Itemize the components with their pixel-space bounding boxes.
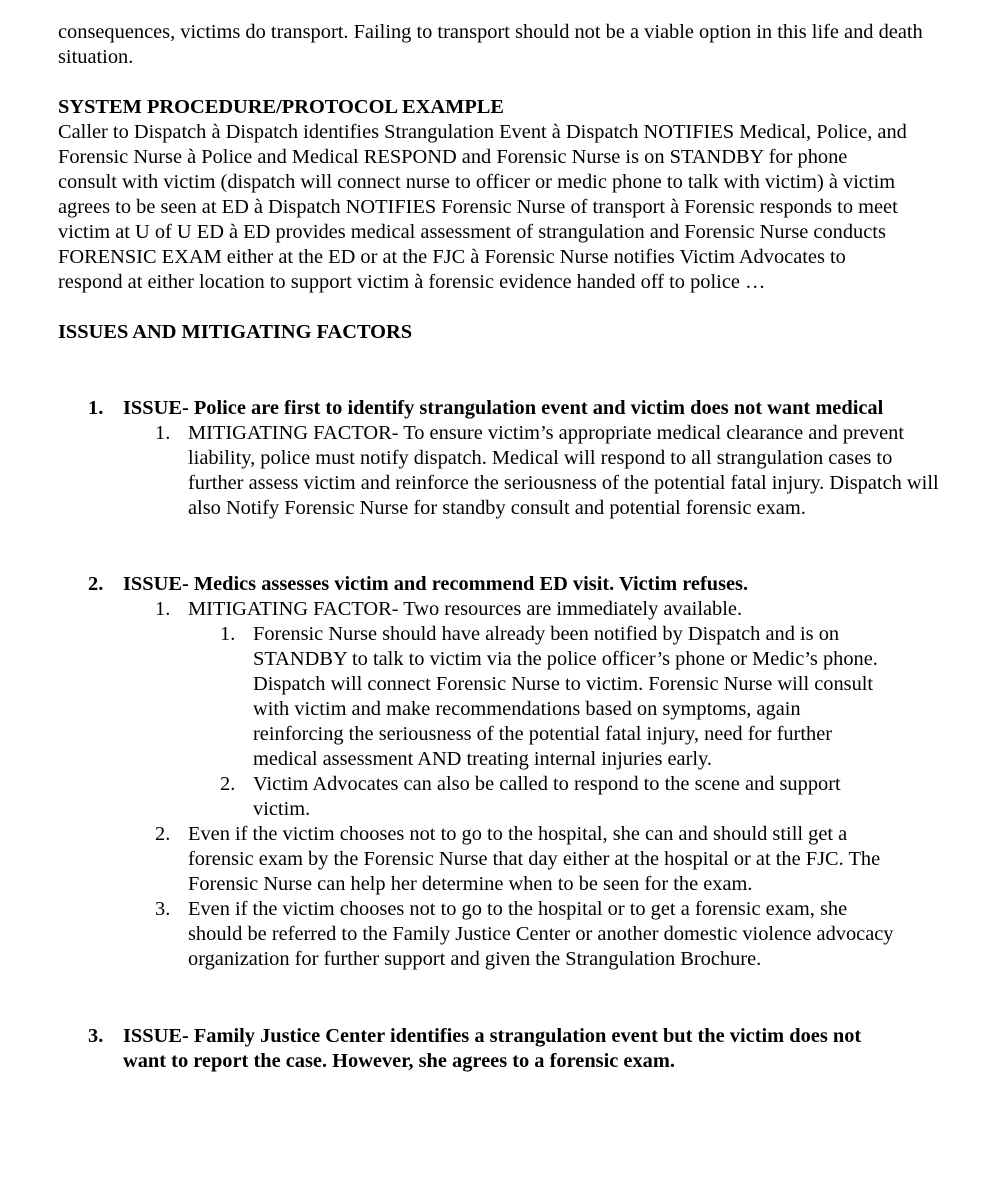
spacer: [58, 521, 948, 572]
protocol-body: Caller to Dispatch à Dispatch identifies Strangulation Event à Dispatch NOTIFIES Medical, Police, and Forensic Nurse à Police and Medical RESPOND and Forensic Nurse is on STANDBY for phone consult with victim (dispatch will connect nurse to officer or medic phone to talk with victim) à victim agrees to be seen at ED à Dispatch NOTIFIES Forensic Nurse of transport à Forensic responds to meet victim at U of U ED à ED provides medical assessment of strangulation and Forensic Nurse conducts FORENSIC EXAM either at the ED or at the FJC à Forensic Nurse notifies Victim Advocates to respond at either location to support victim à forensic evidence handed off to police …: [58, 121, 907, 293]
spacer: [58, 345, 948, 396]
issue-2-item-1-text: MITIGATING FACTOR- Two resources are immediately available.: [188, 598, 743, 620]
issue-2-item-1-sub-1-number: 1.: [220, 623, 236, 645]
spacer: [58, 972, 948, 1024]
issue-1-number: 1.: [88, 397, 104, 419]
issue-1-item-1-number: 1.: [155, 422, 171, 444]
issue-1-item-1-text: MITIGATING FACTOR- To ensure victim’s appropriate medical clearance and prevent liability, police must notify dispatch. Medical will respond to all strangulation cases to further assess victim and reinforce the seriousness of the potential fatal injury. Dispatch will also Notify Forensic Nurse for standby consult and potential forensic exam.: [188, 422, 939, 519]
issue-1-text: ISSUE- Police are first to identify strangulation event and victim does not want medical: [123, 397, 884, 419]
document-page: [58, 20, 948, 1074]
issue-2-item-1-sub-2-text: Victim Advocates can also be called to respond to the scene and support victim.: [253, 773, 841, 820]
issue-3-title: [58, 1024, 888, 1074]
issue-2-item-1-sub-2: [58, 772, 893, 822]
issue-2-item-2-number: 2.: [155, 823, 171, 845]
issue-2-item-2-text: Even if the victim chooses not to go to the hospital, she can and should still get a forensic exam by the Forensic Nurse that day either at the hospital or at the FJC. The Forensic Nurse can help her determine when to be seen for the exam.: [188, 823, 881, 895]
issue-2-item-1: [58, 597, 948, 622]
issue-2-item-3-number: 3.: [155, 898, 171, 920]
protocol-heading: SYSTEM PROCEDURE/PROTOCOL EXAMPLE: [58, 96, 505, 118]
issue-2-item-1-sub-1: [58, 622, 893, 772]
issue-1-item-1: [58, 421, 948, 521]
issue-2-item-1-number: 1.: [155, 598, 171, 620]
issue-1-title: [58, 396, 948, 421]
issue-2-item-3-text: Even if the victim chooses not to go to the hospital or to get a forensic exam, she should be referred to the Family Justice Center or another domestic violence advocacy organization for further support and given the Strangulation Brochure.: [188, 898, 894, 970]
issues-heading: ISSUES AND MITIGATING FACTORS: [58, 321, 413, 343]
spacer: [58, 70, 948, 95]
spacer: [58, 295, 948, 320]
issue-3-number: 3.: [88, 1025, 104, 1047]
issue-2-item-1-sub-2-number: 2.: [220, 773, 236, 795]
issue-2-text: ISSUE- Medics assesses victim and recommend ED visit. Victim refuses.: [123, 573, 749, 595]
intro-paragraph: consequences, victims do transport. Failing to transport should not be a viable option in this life and death situation.: [58, 21, 923, 68]
issue-2-item-2: [58, 822, 898, 897]
issue-3-text: ISSUE- Family Justice Center identifies a strangulation event but the victim does not want to report the case. However, she agrees to a forensic exam.: [123, 1025, 862, 1072]
issue-2-item-3: [58, 897, 898, 972]
issue-2-item-1-sub-1-text: Forensic Nurse should have already been notified by Dispatch and is on STANDBY to talk to victim via the police officer’s phone or Medic’s phone. Dispatch will connect Forensic Nurse to victim. Forensic Nurse will consult with victim and make recommendations based on symptoms, again reinforcing the seriousness of the potential fatal injury, need for further medical assessment AND treating internal injuries early.: [253, 623, 878, 770]
issue-2-title: [58, 572, 948, 597]
issue-2-number: 2.: [88, 573, 104, 595]
